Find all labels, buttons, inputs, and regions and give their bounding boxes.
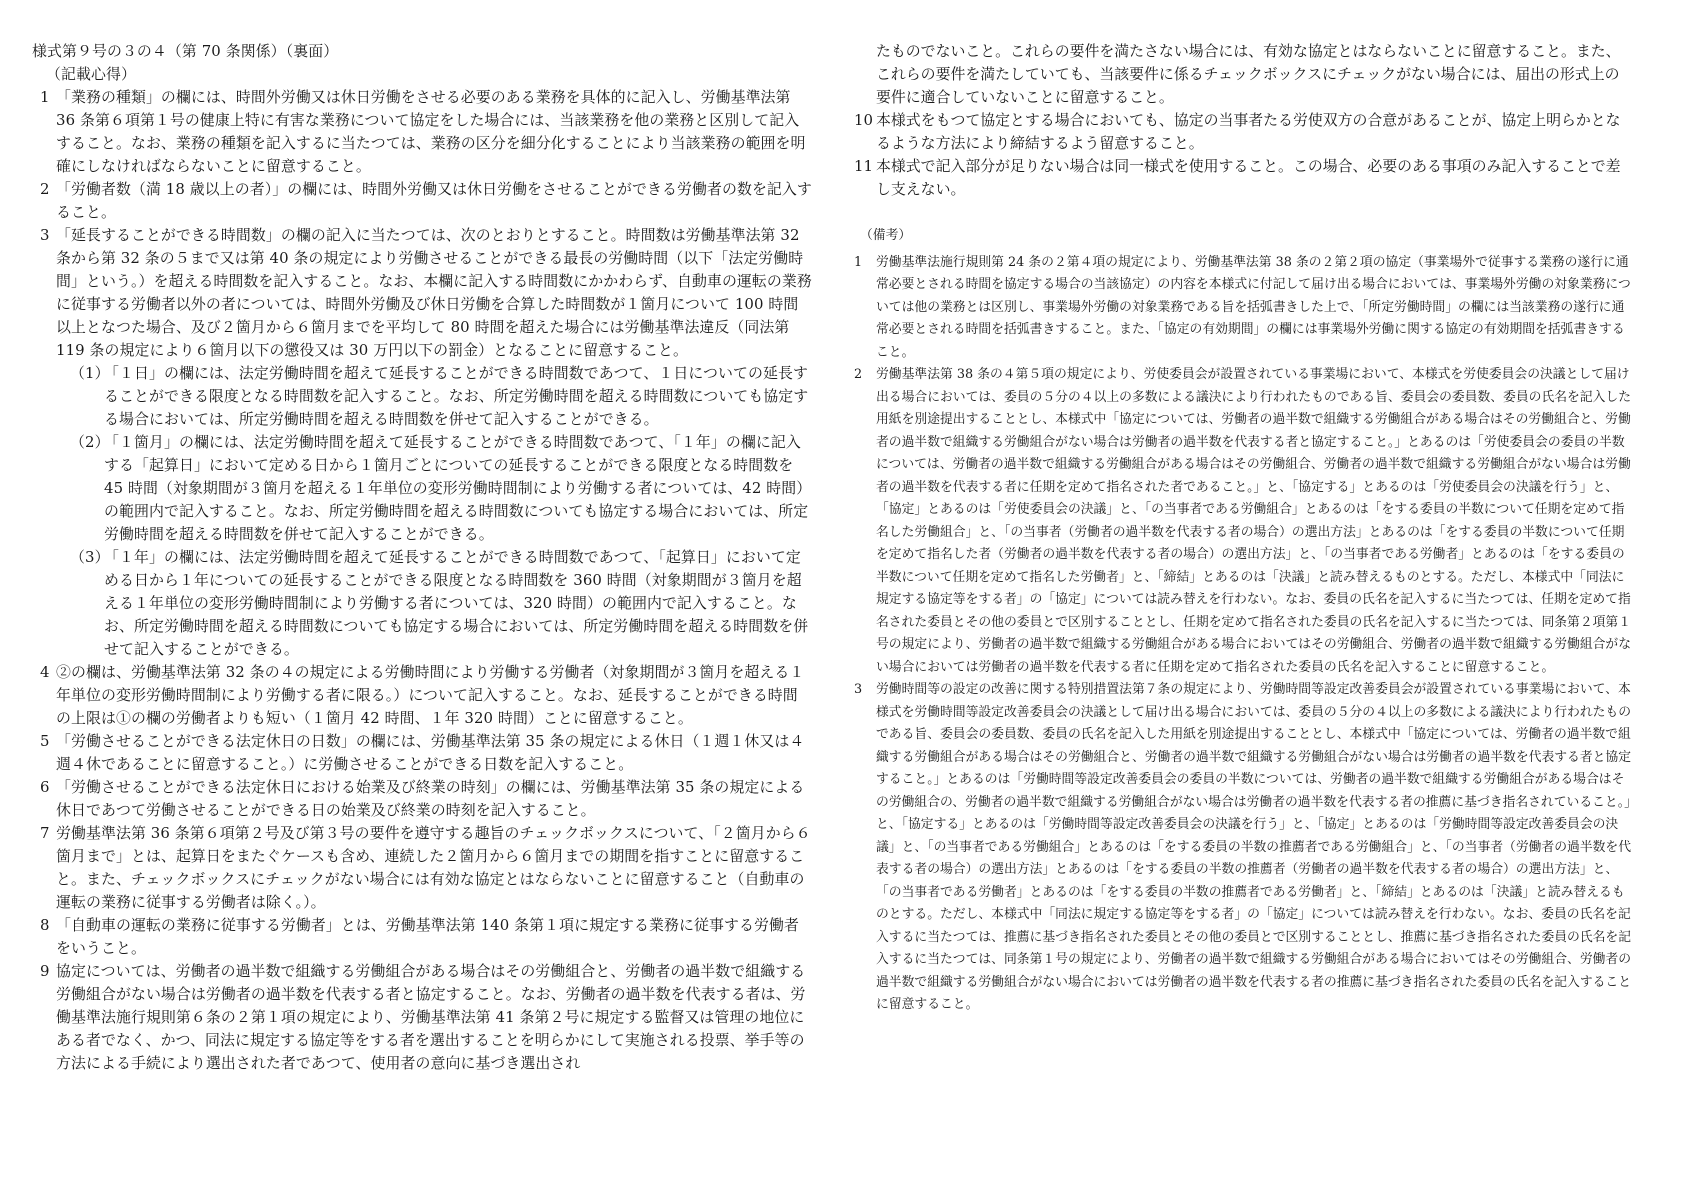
right-column [852,40,1632,1017]
list-item [852,155,1632,201]
form-title: 様式第９号の３の４（第 70 条関係）（裏面） [32,42,339,60]
left-column [32,40,812,1075]
form-subtitle: （記載心得） [46,65,136,83]
item-number: 5 [40,732,50,750]
item-text: 労働基準法第 38 条の４第５項の規定により、労使委員会が設置されている事業場において、本様式を労使委員会の決議として届け出る場合においては、委員の５分の４以上の多数による議決により行われたものである旨、委員会の委員数、委員の氏名を記入した用紙を別途提出することとし、本様式中「協定については、労働者の過半数で組織する労働組合がある場合はその労働組合と、労働者の過半数で組織する労働組合がない場合は労働者の過半数を代表する者と協定すること。」とあるのは「労使委員会の委員の半数については、労働者の過半数で組織する労働組合がある場合はその労働組合、労働者の過半数で組織する労働組合がない場合は労働者の過半数を代表する者に任期を定めて指名された者であること。」と、「協定する」とあるのは「労使委員会の決議を行う」と、「協定」とあるのは「労使委員会の決議」と、「の当事者である労働組合」とあるのは「をする委員の半数について任期を定めて指名した労働組合」と、「の当事者（労働者の過半数を代表する者の場合）の選出方法」とあるのは「をする委員の半数について任期を定めて指名した者（労働者の過半数を代表する者の場合）の選出方法」と、「の当事者である労働者」とあるのは「をする委員の半数について任期を定めて指名した労働者」と、「締結」とあるのは「決議」と読み替えるものとする。ただし、本様式中「同法に規定する協定等をする者」の「協定」については読み替えを行わない。なお、委員の氏名を記入するに当たつては、任期を定めて指名された委員とその他の委員とで区別することとし、任期を定めて指名された委員の氏名を記入するに当たつては、同条第２項第１号の規定により、労働者の過半数で組織する労働組合がある場合においてはその労働組合、労働者の過半数で組織する労働組合がない場合においては労働者の過半数を代表する者に任期を定めて指名された委員の氏名を記入することに留意すること。 [876,367,1632,675]
list-item [32,362,812,431]
list-item [32,776,812,822]
item-number: 2 [40,180,50,198]
item-text: 労働基準法施行規則第 24 条の２第４項の規定により、労働基準法第 38 条の２第２項の協定（事業場外で従事する業務の遂行に通常必要とされる時間を協定する場合の当該協定）の内容を本様式に付記して届け出る場合においては、事業場外労働の対象業務については他の業務とは区別し、事業場外労働の対象業務である旨を括弧書きした上で、「所定労働時間」の欄には当該業務の遂行に通常必要とされる時間を括弧書きすること。また、「協定の有効期間」の欄には事業場外労働に関する協定の有効期間を括弧書きすること。 [876,254,1631,360]
list-item [32,224,812,362]
list-item [852,252,1632,365]
remarks-label: （備考） [860,228,912,243]
list-item [32,178,812,224]
list-item [32,730,812,776]
item-number: 2 [854,367,863,382]
list-item [852,679,1632,1017]
item-number: 10 [854,111,873,129]
item-number: 3 [854,682,863,697]
list-item [32,822,812,914]
item-text: 「延長することができる時間数」の欄の記入に当たつては、次のとおりとすること。時間数は労働基準法第 32 条から第 32 条の５まで又は第 40 条の規定により労働させることができる最長の労働時間（以下「法定労働時間」という。）を超える時間数を記入すること。なお、本欄に記入する時間数にかかわらず、自動車の運転の業務に従事する労働者以外の者については、時間外労働及び休日労働を合算した時間数が１箇月について 100 時間以上となつた場合、及び２箇月から６箇月までを平均して 80 時間を超えた場合には労働基準法違反（同法第 119 条の規定により６箇月以下の懲役又は 30 万円以下の罰金）となることに留意すること。 [56,226,812,359]
remarks-list [852,252,1632,1017]
list-item [852,109,1632,155]
item-number: 4 [40,663,50,681]
item-number: （2） [70,433,110,451]
list-item [32,86,812,178]
item-number: 1 [40,88,50,106]
list-item [852,364,1632,679]
item-text: 協定については、労働者の過半数で組織する労働組合がある場合はその労働組合と、労働者の過半数で組織する労働組合がない場合は労働者の過半数を代表する者と協定すること。なお、労働者の過半数を代表する者は、労働基準法施行規則第６条の２第１項の規定により、労働基準法第 41 条第２号に規定する監督又は管理の地位にある者でなく、かつ、同法に規定する協定等をする者を選出することを明らかにして実施される投票、挙手等の方法による手続により選出された者であつて、使用者の意向に基づき選出され [56,962,806,1072]
instruction-list-continued [32,661,812,1075]
instruction-9-continuation: たものでないこと。これらの要件を満たさない場合には、有効な協定とはならないことに留意すること。また、これらの要件を満たしていても、当該要件に係るチェックボックスにチェックがない場合には、届出の形式上の要件に適合していないことに留意すること。 [876,42,1621,106]
item-number: 1 [854,254,863,270]
item-number: 8 [40,916,50,934]
list-item [32,661,812,730]
item-text: 労働時間等の設定の改善に関する特別措置法第７条の規定により、労働時間等設定改善委員会が設置されている事業場において、本様式を労働時間等設定改善委員会の決議として届け出る場合においては、委員の５分の４以上の多数による議決により行われたものである旨、委員会の委員数、委員の氏名を記入した用紙を別途提出することとし、本様式中「協定については、労働者の過半数で組織する労働組合がある場合はその労働組合と、労働者の過半数で組織する労働組合がない場合は労働者の過半数を代表する者と協定すること。」とあるのは「労働時間等設定改善委員会の委員の半数については、労働者の過半数で組織する労働組合がある場合はその労働組合の、労働者の過半数で組織する労働組合がない場合は労働者の過半数を代表する者の推薦に基づき指名されていること。」と、「協定する」とあるのは「労働時間等設定改善委員会の決議を行う」と、「協定」とあるのは「労働時間等設定改善委員会の決議」と、「の当事者である労働組合」とあるのは「をする委員の半数の推薦者である労働組合」と、「の当事者（労働者の過半数を代表する者の場合）の選出方法」とあるのは「をする委員の半数の推薦者（労働者の過半数を代表する者の場合）の選出方法」と、「の当事者である労働者」とあるのは「をする委員の半数の推薦者である労働者」と、「締結」とあるのは「決議」と読み替えるものとする。ただし、本様式中「同法に規定する協定等をする者」の「協定」については読み替えを行わない。なお、委員の氏名を記入するに当たつては、推薦に基づき指名された委員とその他の委員とで区別することとし、推薦に基づき指名された委員の氏名を記入するに当たつては、同条第１号の規定により、労働者の過半数で組織する労働組合がある場合においてはその労働組合、労働者の過半数で組織する労働組合がない場合においては労働者の過半数を代表する者の推薦に基づき指名された委員の氏名を記入することに留意すること。 [876,682,1632,1012]
list-item [32,431,812,546]
item-number: 3 [40,226,50,244]
sub-instruction-list [32,362,812,661]
item-text: 「労働者数（満 18 歳以上の者）」の欄には、時間外労働又は休日労働をさせることができる労働者の数を記入すること。 [56,180,812,221]
list-item [32,546,812,661]
list-item [32,960,812,1075]
item-number: （3） [70,548,110,566]
item-number: 7 [40,824,50,842]
item-text: 「労働させることができる法定休日における始業及び終業の時刻」の欄には、労働基準法第 35 条の規定による休日であつて労働させることができる日の始業及び終業の時刻を記入すること。 [56,778,805,819]
item-text: ②の欄は、労働基準法第 32 条の４の規定による労働時間により労働する労働者（対象期間が３箇月を超える１年単位の変形労働時間制により労働する者に限る。）について記入すること。なお、延長することができる時間の上限は①の欄の労働者よりも短い（１箇月 42 時間、１年 320 時間）ことに留意すること。 [56,663,805,727]
item-number: 11 [854,157,873,175]
remarks-section [852,225,1632,1017]
item-text: 「業務の種類」の欄には、時間外労働又は休日労働をさせる必要のある業務を具体的に記入し、労働基準法第 36 条第６項第１号の健康上特に有害な業務について協定をした場合には、当該業務を他の業務と区別して記入すること。なお、業務の種類を記入するに当たつては、業務の区分を細分化することにより当該業務の範囲を明確にしなければならないことに留意すること。 [56,88,806,175]
item-text: 「１日」の欄には、法定労働時間を超えて延長することができる時間数であつて、１日についての延長することができる限度となる時間数を記入すること。なお、所定労働時間を超える時間数についても協定する場合においては、所定労働時間を超える時間数を併せて記入することができる。 [104,364,809,428]
instruction-list [32,86,812,362]
item-text: 労働基準法第 36 条第６項第２号及び第３号の要件を遵守する趣旨のチェックボックスについて、「２箇月から６箇月まで」とは、起算日をまたぐケースも含め、連続した２箇月から６箇月までの期間を指すことに留意すること。また、チェックボックスにチェックがない場合には有効な協定とはならないことに留意すること（自動車の運転の業務に従事する労働者は除く。）。 [56,824,811,911]
item-number: 9 [40,962,50,980]
item-text: 本様式で記入部分が足りない場合は同一様式を使用すること。この場合、必要のある事項のみ記入することで差し支えない。 [876,157,1621,198]
item-number: 6 [40,778,50,796]
item-text: 「自動車の運転の業務に従事する労働者」とは、労働基準法第 140 条第１項に規定する業務に従事する労働者をいうこと。 [56,916,799,957]
item-number: （1） [70,364,110,382]
item-text: 「１年」の欄には、法定労働時間を超えて延長することができる時間数であつて、「起算日」において定める日から１年についての延長することができる限度となる時間数を 360 時間（対象期間が３箇月を超える１年単位の変形労働時間制により労働する者については、320 時間）の範囲内で記入すること。なお、所定労働時間を超える時間数についても協定する場合においては、所定労働時間を超える時間数を併せて記入することができる。 [104,548,809,658]
item-text: 「１箇月」の欄には、法定労働時間を超えて延長することができる時間数であつて、「１年」の欄に記入する「起算日」において定める日から１箇月ごとについての延長することができる限度となる時間数を 45 時間（対象期間が３箇月を超える１年単位の変形労働時間制により労働する者については、42 時間）の範囲内で記入すること。なお、所定労働時間を超える時間数についても協定する場合においては、所定労働時間を超える時間数を併せて記入することができる。 [104,433,812,543]
item-text: 「労働させることができる法定休日の日数」の欄には、労働基準法第 35 条の規定による休日（１週１休又は４週４休であることに留意すること。）に労働させることができる日数を記入すること。 [56,732,805,773]
item-text: 本様式をもつて協定とする場合においても、協定の当事者たる労使双方の合意があることが、協定上明らかとなるような方法により締結するよう留意すること。 [876,111,1621,152]
list-item [32,914,812,960]
instruction-list-end [852,109,1632,201]
